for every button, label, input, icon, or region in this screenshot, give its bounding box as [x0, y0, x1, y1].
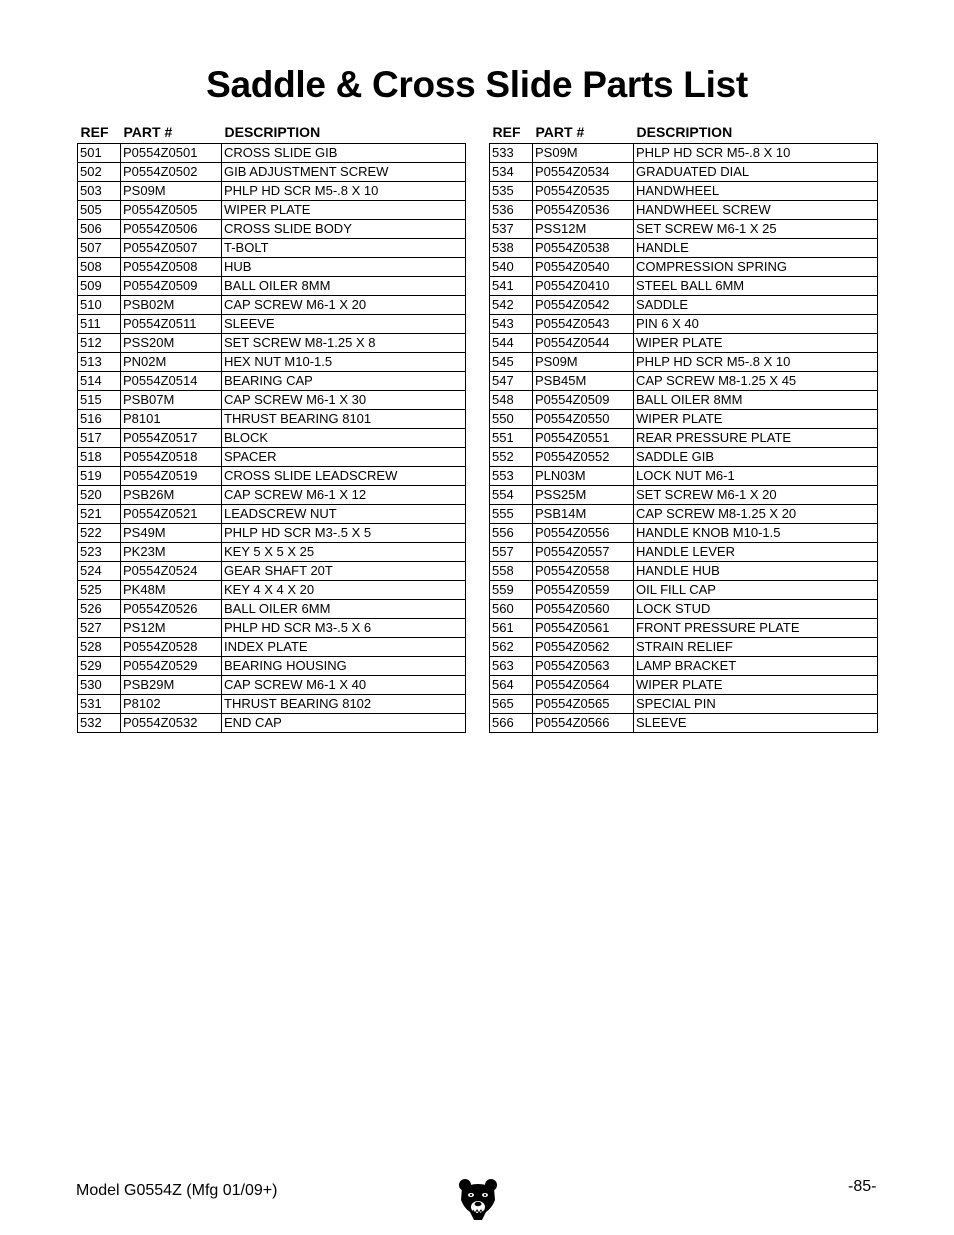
table-row [78, 201, 466, 220]
part-number-cell: P0554Z0529 [121, 657, 222, 676]
description-cell: CROSS SLIDE GIB [222, 144, 466, 163]
part-number-cell: P0554Z0556 [533, 524, 634, 543]
part-number-cell: PS49M [121, 524, 222, 543]
ref-cell: 545 [490, 353, 533, 372]
ref-cell: 502 [78, 163, 121, 182]
page-number: -85- [848, 1178, 877, 1195]
description-cell: BALL OILER 8MM [222, 277, 466, 296]
description-cell: GIB ADJUSTMENT SCREW [222, 163, 466, 182]
description-cell: BALL OILER 8MM [634, 391, 878, 410]
column-header-part: PART # [123, 123, 173, 140]
description-cell: COMPRESSION SPRING [634, 258, 878, 277]
table-row [78, 524, 466, 543]
ref-cell: 507 [78, 239, 121, 258]
table-row [490, 505, 878, 524]
table-row [490, 486, 878, 505]
table-row [490, 581, 878, 600]
column-header-description: DESCRIPTION [224, 123, 321, 140]
ref-cell: 513 [78, 353, 121, 372]
table-row [78, 676, 466, 695]
part-number-cell: P0554Z0517 [121, 429, 222, 448]
table-row [490, 410, 878, 429]
ref-cell: 547 [490, 372, 533, 391]
part-number-cell: P0554Z0532 [121, 714, 222, 733]
table-row [490, 353, 878, 372]
part-number-cell: P0554Z0542 [533, 296, 634, 315]
parts-table-right-body [490, 144, 878, 733]
part-number-cell: P0554Z0543 [533, 315, 634, 334]
part-number-cell: PK48M [121, 581, 222, 600]
description-cell: CAP SCREW M6-1 X 20 [222, 296, 466, 315]
table-row [490, 638, 878, 657]
ref-cell: 529 [78, 657, 121, 676]
ref-cell: 548 [490, 391, 533, 410]
part-number-cell: P0554Z0410 [533, 277, 634, 296]
table-row [78, 467, 466, 486]
part-number-cell: PSS12M [533, 220, 634, 239]
part-number-cell: P0554Z0535 [533, 182, 634, 201]
ref-cell: 555 [490, 505, 533, 524]
description-cell: SET SCREW M8-1.25 X 8 [222, 334, 466, 353]
ref-cell: 510 [78, 296, 121, 315]
ref-cell: 508 [78, 258, 121, 277]
part-number-cell: P0554Z0563 [533, 657, 634, 676]
part-number-cell: P0554Z0509 [121, 277, 222, 296]
parts-table-left [77, 120, 466, 733]
table-row [78, 239, 466, 258]
part-number-cell: PS09M [121, 182, 222, 201]
description-cell: LOCK NUT M6-1 [634, 467, 878, 486]
table-row [78, 258, 466, 277]
description-cell: GEAR SHAFT 20T [222, 562, 466, 581]
table-header-row [78, 120, 466, 144]
part-number-cell: P0554Z0511 [121, 315, 222, 334]
page-title: Saddle & Cross Slide Parts List [206, 64, 748, 105]
description-cell: PIN 6 X 40 [634, 315, 878, 334]
table-row [78, 334, 466, 353]
ref-cell: 540 [490, 258, 533, 277]
ref-cell: 551 [490, 429, 533, 448]
part-number-cell: P0554Z0518 [121, 448, 222, 467]
part-number-cell: P8101 [121, 410, 222, 429]
ref-cell: 527 [78, 619, 121, 638]
description-cell: BLOCK [222, 429, 466, 448]
parts-table-left-body [78, 144, 466, 733]
table-row [490, 391, 878, 410]
ref-cell: 533 [490, 144, 533, 163]
table-row [78, 353, 466, 372]
description-cell: STEEL BALL 6MM [634, 277, 878, 296]
ref-cell: 538 [490, 239, 533, 258]
part-number-cell: P0554Z0514 [121, 372, 222, 391]
table-row [490, 714, 878, 733]
part-number-cell: P0554Z0540 [533, 258, 634, 277]
ref-cell: 541 [490, 277, 533, 296]
description-cell: KEY 5 X 5 X 25 [222, 543, 466, 562]
table-row [78, 296, 466, 315]
table-row [490, 334, 878, 353]
ref-cell: 534 [490, 163, 533, 182]
table-row [78, 505, 466, 524]
ref-cell: 544 [490, 334, 533, 353]
description-cell: PHLP HD SCR M3-.5 X 6 [222, 619, 466, 638]
ref-cell: 522 [78, 524, 121, 543]
ref-cell: 524 [78, 562, 121, 581]
ref-cell: 563 [490, 657, 533, 676]
part-number-cell: P0554Z0552 [533, 448, 634, 467]
part-number-cell: PSB14M [533, 505, 634, 524]
ref-cell: 511 [78, 315, 121, 334]
part-number-cell: PSB02M [121, 296, 222, 315]
description-cell: HANDLE LEVER [634, 543, 878, 562]
table-row [490, 657, 878, 676]
part-number-cell: PSB45M [533, 372, 634, 391]
table-row [490, 277, 878, 296]
table-row [78, 619, 466, 638]
column-header-description: DESCRIPTION [636, 123, 733, 140]
description-cell: SPACER [222, 448, 466, 467]
ref-cell: 554 [490, 486, 533, 505]
ref-cell: 525 [78, 581, 121, 600]
description-cell: WIPER PLATE [634, 410, 878, 429]
description-cell: PHLP HD SCR M5-.8 X 10 [222, 182, 466, 201]
description-cell: WIPER PLATE [222, 201, 466, 220]
table-row [490, 448, 878, 467]
description-cell: INDEX PLATE [222, 638, 466, 657]
table-row [490, 429, 878, 448]
table-row [78, 695, 466, 714]
description-cell: BEARING HOUSING [222, 657, 466, 676]
table-row [490, 220, 878, 239]
part-number-cell: PS09M [533, 353, 634, 372]
part-number-cell: P0554Z0559 [533, 581, 634, 600]
part-number-cell: P0554Z0536 [533, 201, 634, 220]
table-row [78, 163, 466, 182]
part-number-cell: P0554Z0502 [121, 163, 222, 182]
column-header-ref: REF [80, 123, 109, 140]
table-row [78, 315, 466, 334]
description-cell: HEX NUT M10-1.5 [222, 353, 466, 372]
part-number-cell: P0554Z0509 [533, 391, 634, 410]
footer-model-label: Model G0554Z (Mfg 01/09+) [76, 1182, 278, 1199]
description-cell: CROSS SLIDE BODY [222, 220, 466, 239]
ref-cell: 517 [78, 429, 121, 448]
part-number-cell: P0554Z0508 [121, 258, 222, 277]
part-number-cell: P0554Z0544 [533, 334, 634, 353]
table-row [490, 163, 878, 182]
part-number-cell: P0554Z0501 [121, 144, 222, 163]
table-row [490, 239, 878, 258]
ref-cell: 518 [78, 448, 121, 467]
ref-cell: 509 [78, 277, 121, 296]
description-cell: KEY 4 X 4 X 20 [222, 581, 466, 600]
description-cell: SLEEVE [222, 315, 466, 334]
table-row [490, 296, 878, 315]
column-header-ref: REF [492, 123, 521, 140]
parts-table-left-container [77, 120, 465, 733]
part-number-cell: P0554Z0538 [533, 239, 634, 258]
ref-cell: 531 [78, 695, 121, 714]
description-cell: LEADSCREW NUT [222, 505, 466, 524]
ref-cell: 505 [78, 201, 121, 220]
table-row [78, 638, 466, 657]
ref-cell: 515 [78, 391, 121, 410]
part-number-cell: P0554Z0524 [121, 562, 222, 581]
table-row [78, 714, 466, 733]
table-row [78, 486, 466, 505]
description-cell: CAP SCREW M8-1.25 X 45 [634, 372, 878, 391]
part-number-cell: P0554Z0528 [121, 638, 222, 657]
table-header-row [490, 120, 878, 144]
part-number-cell: P0554Z0560 [533, 600, 634, 619]
description-cell: HANDWHEEL SCREW [634, 201, 878, 220]
part-number-cell: PS12M [121, 619, 222, 638]
part-number-cell: P0554Z0566 [533, 714, 634, 733]
description-cell: CAP SCREW M6-1 X 12 [222, 486, 466, 505]
table-row [78, 657, 466, 676]
ref-cell: 552 [490, 448, 533, 467]
description-cell: SLEEVE [634, 714, 878, 733]
ref-cell: 535 [490, 182, 533, 201]
ref-cell: 506 [78, 220, 121, 239]
description-cell: THRUST BEARING 8102 [222, 695, 466, 714]
table-row [78, 543, 466, 562]
ref-cell: 558 [490, 562, 533, 581]
ref-cell: 543 [490, 315, 533, 334]
table-row [78, 410, 466, 429]
description-cell: LAMP BRACKET [634, 657, 878, 676]
part-number-cell: P0554Z0521 [121, 505, 222, 524]
part-number-cell: P0554Z0564 [533, 676, 634, 695]
table-row [78, 277, 466, 296]
ref-cell: 559 [490, 581, 533, 600]
ref-cell: 562 [490, 638, 533, 657]
part-number-cell: P0554Z0562 [533, 638, 634, 657]
table-row [78, 182, 466, 201]
ref-cell: 536 [490, 201, 533, 220]
grizzly-bear-head-icon [458, 1178, 498, 1222]
description-cell: PHLP HD SCR M5-.8 X 10 [634, 353, 878, 372]
table-row [78, 429, 466, 448]
ref-cell: 557 [490, 543, 533, 562]
ref-cell: 566 [490, 714, 533, 733]
part-number-cell: P0554Z0507 [121, 239, 222, 258]
description-cell: CAP SCREW M6-1 X 40 [222, 676, 466, 695]
description-cell: HANDLE KNOB M10-1.5 [634, 524, 878, 543]
column-header-part: PART # [535, 123, 585, 140]
description-cell: CROSS SLIDE LEADSCREW [222, 467, 466, 486]
description-cell: BEARING CAP [222, 372, 466, 391]
part-number-cell: PK23M [121, 543, 222, 562]
part-number-cell: P0554Z0550 [533, 410, 634, 429]
table-row [78, 600, 466, 619]
part-number-cell: P0554Z0526 [121, 600, 222, 619]
table-row [490, 258, 878, 277]
ref-cell: 560 [490, 600, 533, 619]
table-row [78, 144, 466, 163]
table-row [490, 144, 878, 163]
ref-cell: 512 [78, 334, 121, 353]
part-number-cell: P0554Z0561 [533, 619, 634, 638]
description-cell: BALL OILER 6MM [222, 600, 466, 619]
part-number-cell: P0554Z0505 [121, 201, 222, 220]
description-cell: THRUST BEARING 8101 [222, 410, 466, 429]
table-row [490, 543, 878, 562]
part-number-cell: P0554Z0558 [533, 562, 634, 581]
ref-cell: 521 [78, 505, 121, 524]
part-number-cell: PN02M [121, 353, 222, 372]
description-cell: GRADUATED DIAL [634, 163, 878, 182]
part-number-cell: P0554Z0565 [533, 695, 634, 714]
ref-cell: 526 [78, 600, 121, 619]
table-row [490, 619, 878, 638]
description-cell: SADDLE GIB [634, 448, 878, 467]
ref-cell: 542 [490, 296, 533, 315]
description-cell: LOCK STUD [634, 600, 878, 619]
description-cell: WIPER PLATE [634, 334, 878, 353]
table-row [490, 315, 878, 334]
ref-cell: 564 [490, 676, 533, 695]
part-number-cell: PS09M [533, 144, 634, 163]
description-cell: SADDLE [634, 296, 878, 315]
description-cell: WIPER PLATE [634, 676, 878, 695]
ref-cell: 561 [490, 619, 533, 638]
part-number-cell: P0554Z0551 [533, 429, 634, 448]
description-cell: END CAP [222, 714, 466, 733]
table-row [490, 562, 878, 581]
part-number-cell: P0554Z0519 [121, 467, 222, 486]
description-cell: STRAIN RELIEF [634, 638, 878, 657]
table-row [490, 676, 878, 695]
description-cell: OIL FILL CAP [634, 581, 878, 600]
part-number-cell: P8102 [121, 695, 222, 714]
description-cell: REAR PRESSURE PLATE [634, 429, 878, 448]
ref-cell: 523 [78, 543, 121, 562]
ref-cell: 565 [490, 695, 533, 714]
part-number-cell: PSB26M [121, 486, 222, 505]
parts-table-right [489, 120, 878, 733]
table-row [78, 448, 466, 467]
part-number-cell: PSS20M [121, 334, 222, 353]
table-row [490, 695, 878, 714]
table-row [78, 562, 466, 581]
description-cell: HUB [222, 258, 466, 277]
part-number-cell: P0554Z0557 [533, 543, 634, 562]
ref-cell: 516 [78, 410, 121, 429]
table-row [78, 372, 466, 391]
table-row [78, 391, 466, 410]
ref-cell: 503 [78, 182, 121, 201]
description-cell: PHLP HD SCR M5-.8 X 10 [634, 144, 878, 163]
part-number-cell: PLN03M [533, 467, 634, 486]
description-cell: SET SCREW M6-1 X 20 [634, 486, 878, 505]
part-number-cell: P0554Z0506 [121, 220, 222, 239]
ref-cell: 501 [78, 144, 121, 163]
description-cell: HANDWHEEL [634, 182, 878, 201]
ref-cell: 556 [490, 524, 533, 543]
description-cell: CAP SCREW M6-1 X 30 [222, 391, 466, 410]
table-row [78, 581, 466, 600]
table-row [490, 467, 878, 486]
description-cell: CAP SCREW M8-1.25 X 20 [634, 505, 878, 524]
ref-cell: 553 [490, 467, 533, 486]
part-number-cell: PSB29M [121, 676, 222, 695]
part-number-cell: P0554Z0534 [533, 163, 634, 182]
ref-cell: 514 [78, 372, 121, 391]
ref-cell: 537 [490, 220, 533, 239]
description-cell: HANDLE HUB [634, 562, 878, 581]
parts-table-right-container [489, 120, 877, 733]
table-row [490, 600, 878, 619]
ref-cell: 550 [490, 410, 533, 429]
table-row [490, 524, 878, 543]
table-row [490, 182, 878, 201]
table-row [490, 201, 878, 220]
description-cell: T-BOLT [222, 239, 466, 258]
part-number-cell: PSB07M [121, 391, 222, 410]
ref-cell: 528 [78, 638, 121, 657]
table-row [78, 220, 466, 239]
description-cell: PHLP HD SCR M3-.5 X 5 [222, 524, 466, 543]
description-cell: FRONT PRESSURE PLATE [634, 619, 878, 638]
ref-cell: 532 [78, 714, 121, 733]
ref-cell: 520 [78, 486, 121, 505]
description-cell: HANDLE [634, 239, 878, 258]
description-cell: SPECIAL PIN [634, 695, 878, 714]
ref-cell: 530 [78, 676, 121, 695]
ref-cell: 519 [78, 467, 121, 486]
description-cell: SET SCREW M6-1 X 25 [634, 220, 878, 239]
table-row [490, 372, 878, 391]
part-number-cell: PSS25M [533, 486, 634, 505]
